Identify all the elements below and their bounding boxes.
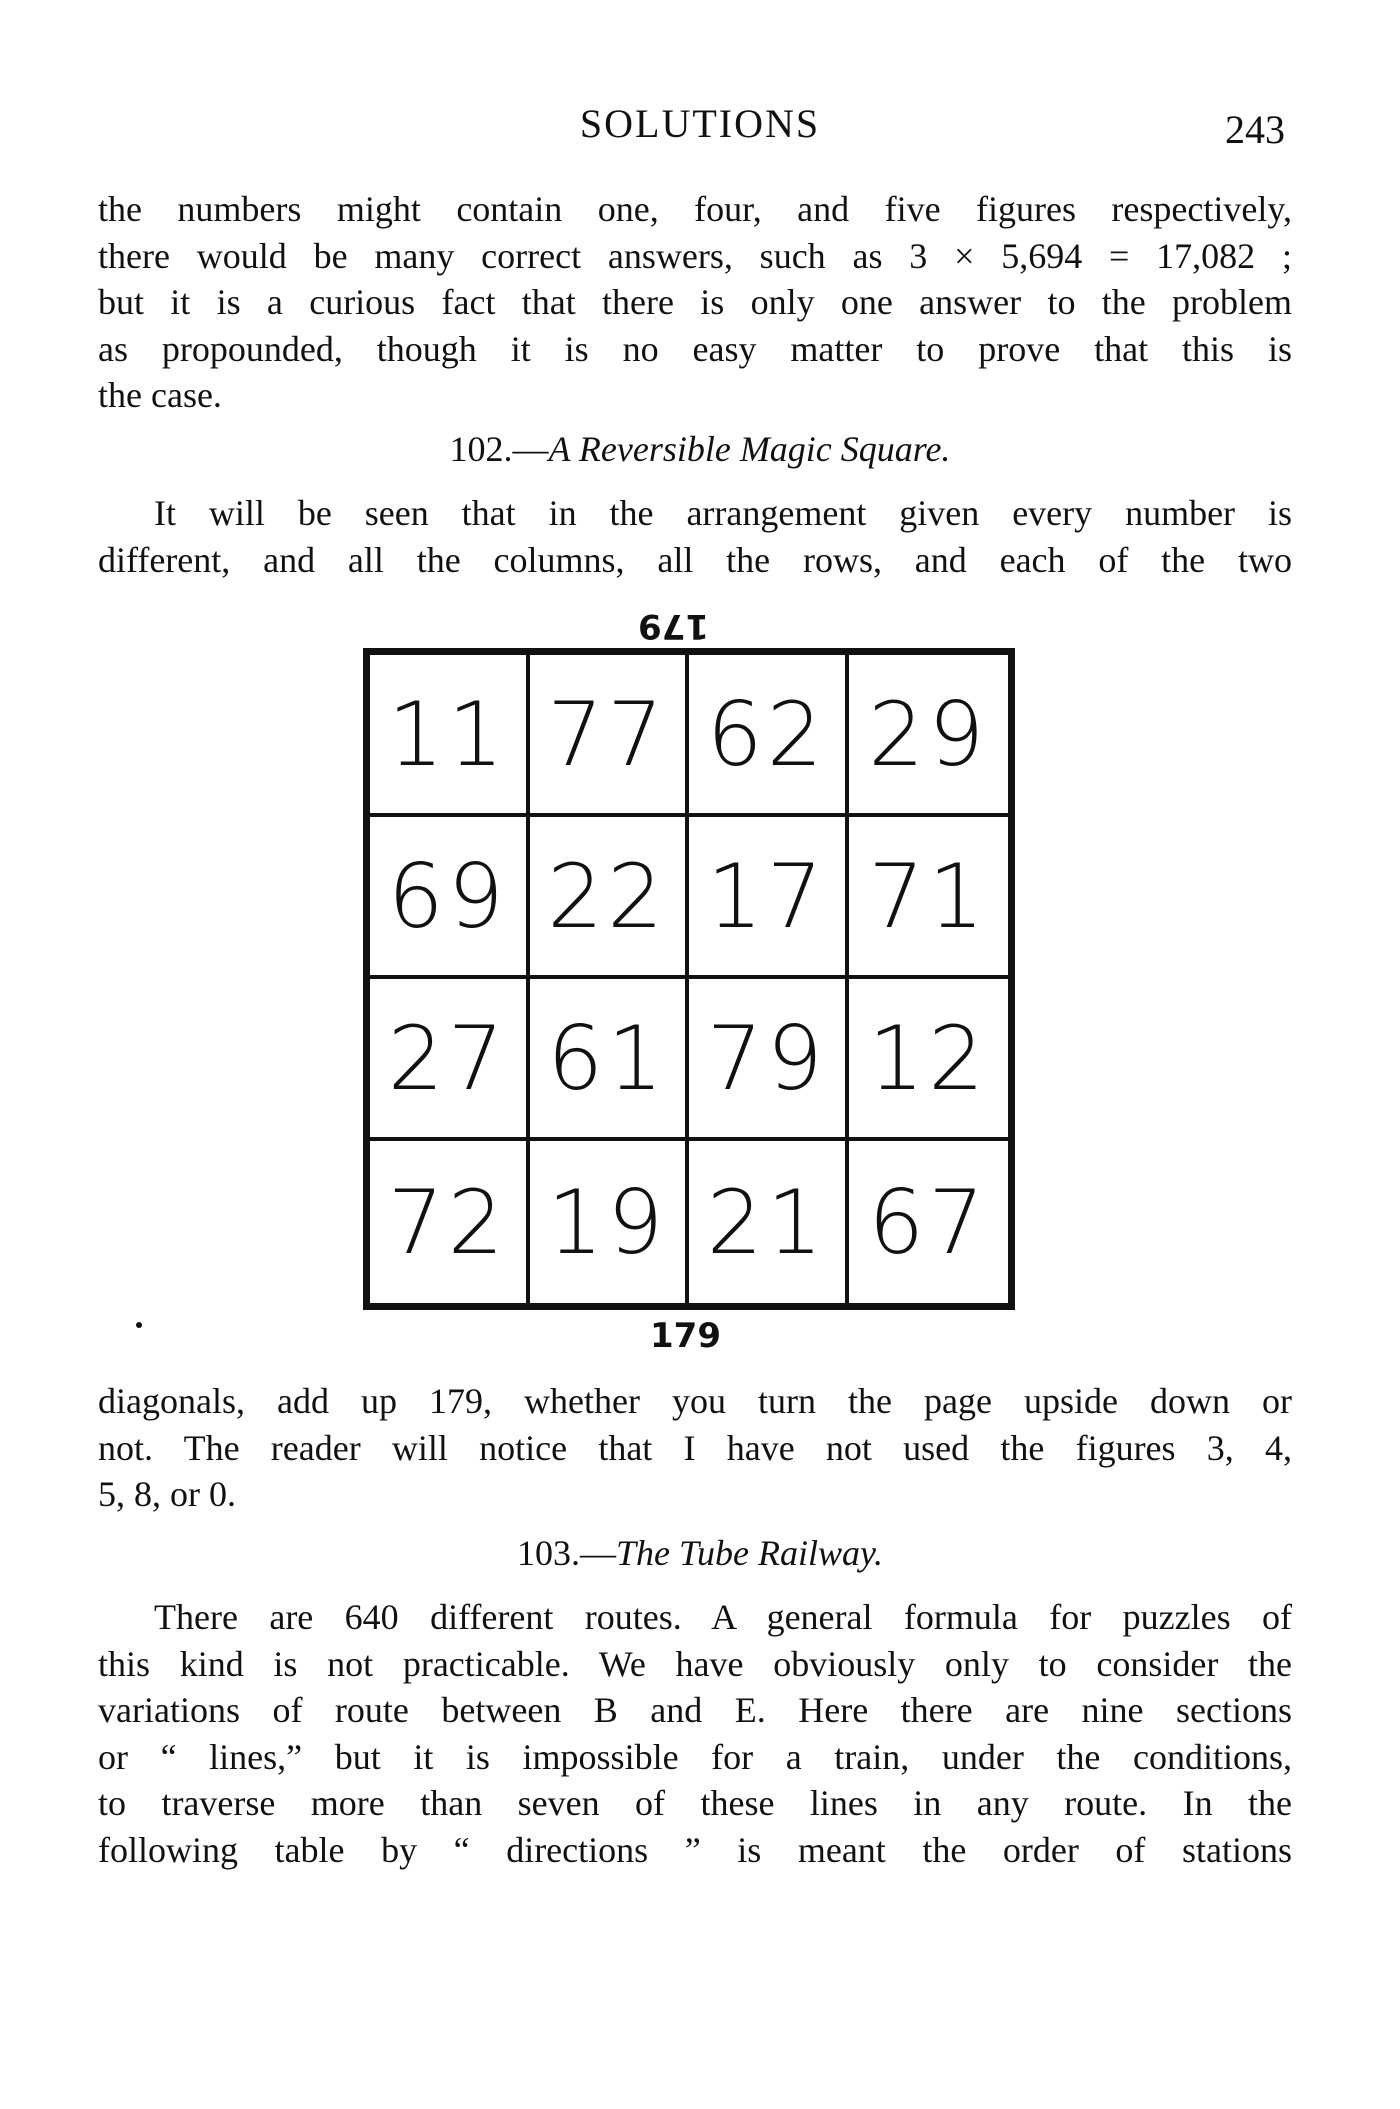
magic-cell: 61 — [530, 979, 690, 1141]
section-title: A Reversible Magic Square. — [548, 429, 951, 469]
running-header: SOLUTIONS — [579, 101, 821, 146]
magic-cell: 67 — [868, 1170, 989, 1274]
text-line: or “ lines,” but it is impossible for a train, under the conditions, — [98, 1736, 1292, 1777]
magic-cell: 62 — [689, 655, 849, 817]
text-line: there would be many correct answers, such as 3 × 5,694 = 17,082 ; — [98, 235, 1292, 276]
magic-cell: 69 — [370, 817, 530, 979]
section-heading-102 — [0, 428, 1400, 470]
text-line: but it is a curious fact that there is only one answer to the problem — [98, 282, 1292, 322]
magic-cell: 12 — [849, 979, 1009, 1141]
text-line: There are 640 different routes. A general formula for puzzles of — [154, 1597, 1292, 1637]
magic-cell: 19 — [530, 1141, 690, 1303]
paragraph-tube-railway — [98, 1594, 1292, 1873]
text-line: not. The reader will notice that I have not used the figures 3, 4, — [98, 1427, 1292, 1468]
magic-cell: 17 — [689, 817, 849, 979]
text-line: as propounded, though it is no easy matter to prove that this is — [98, 328, 1292, 369]
page-number: 243 — [1225, 107, 1285, 152]
text-line: 5, 8, or 0. — [98, 1474, 236, 1514]
section-number: 103.— — [516, 1533, 616, 1573]
magic-sum-bottom: 179 — [650, 1316, 721, 1356]
paragraph-continued — [98, 186, 1292, 419]
magic-cell: 77 — [530, 655, 690, 817]
text-line: It will be seen that in the arrangement given every number is — [154, 493, 1292, 533]
text-line: following table by “ directions ” is meant the order of stations — [98, 1829, 1292, 1870]
magic-cell: 11 — [370, 655, 530, 817]
magic-cell: 71 — [849, 817, 1009, 979]
print-speck — [136, 1322, 142, 1328]
section-title: The Tube Railway. — [615, 1533, 883, 1573]
text-line: the case. — [98, 375, 222, 415]
paragraph-magic-square-intro — [98, 490, 1292, 583]
magic-cell: 79 — [689, 979, 849, 1141]
section-number: 102.— — [449, 429, 549, 469]
text-line: different, and all the columns, all the rows, and each of the two — [98, 539, 1292, 580]
magic-cell: 21 — [689, 1141, 849, 1303]
magic-square-grid — [363, 648, 1015, 1310]
paragraph-magic-square-explanation — [98, 1378, 1292, 1518]
section-heading-103 — [0, 1532, 1400, 1574]
text-line: the numbers might contain one, four, and five figures respectively, — [98, 189, 1292, 229]
magic-cell: 22 — [530, 817, 690, 979]
magic-sum-top-inverted: 179 — [638, 606, 709, 646]
text-line: to traverse more than seven of these lines in any route. In the — [98, 1783, 1292, 1823]
magic-cell: 72 — [370, 1141, 530, 1303]
text-line: this kind is not practicable. We have obviously only to consider the — [98, 1643, 1292, 1684]
magic-cell: 27 — [370, 979, 530, 1141]
text-line: diagonals, add up 179, whether you turn the page upside down or — [98, 1381, 1292, 1421]
magic-cell: 29 — [849, 655, 1009, 817]
text-line: variations of route between B and E. Here there are nine sections — [98, 1690, 1292, 1730]
